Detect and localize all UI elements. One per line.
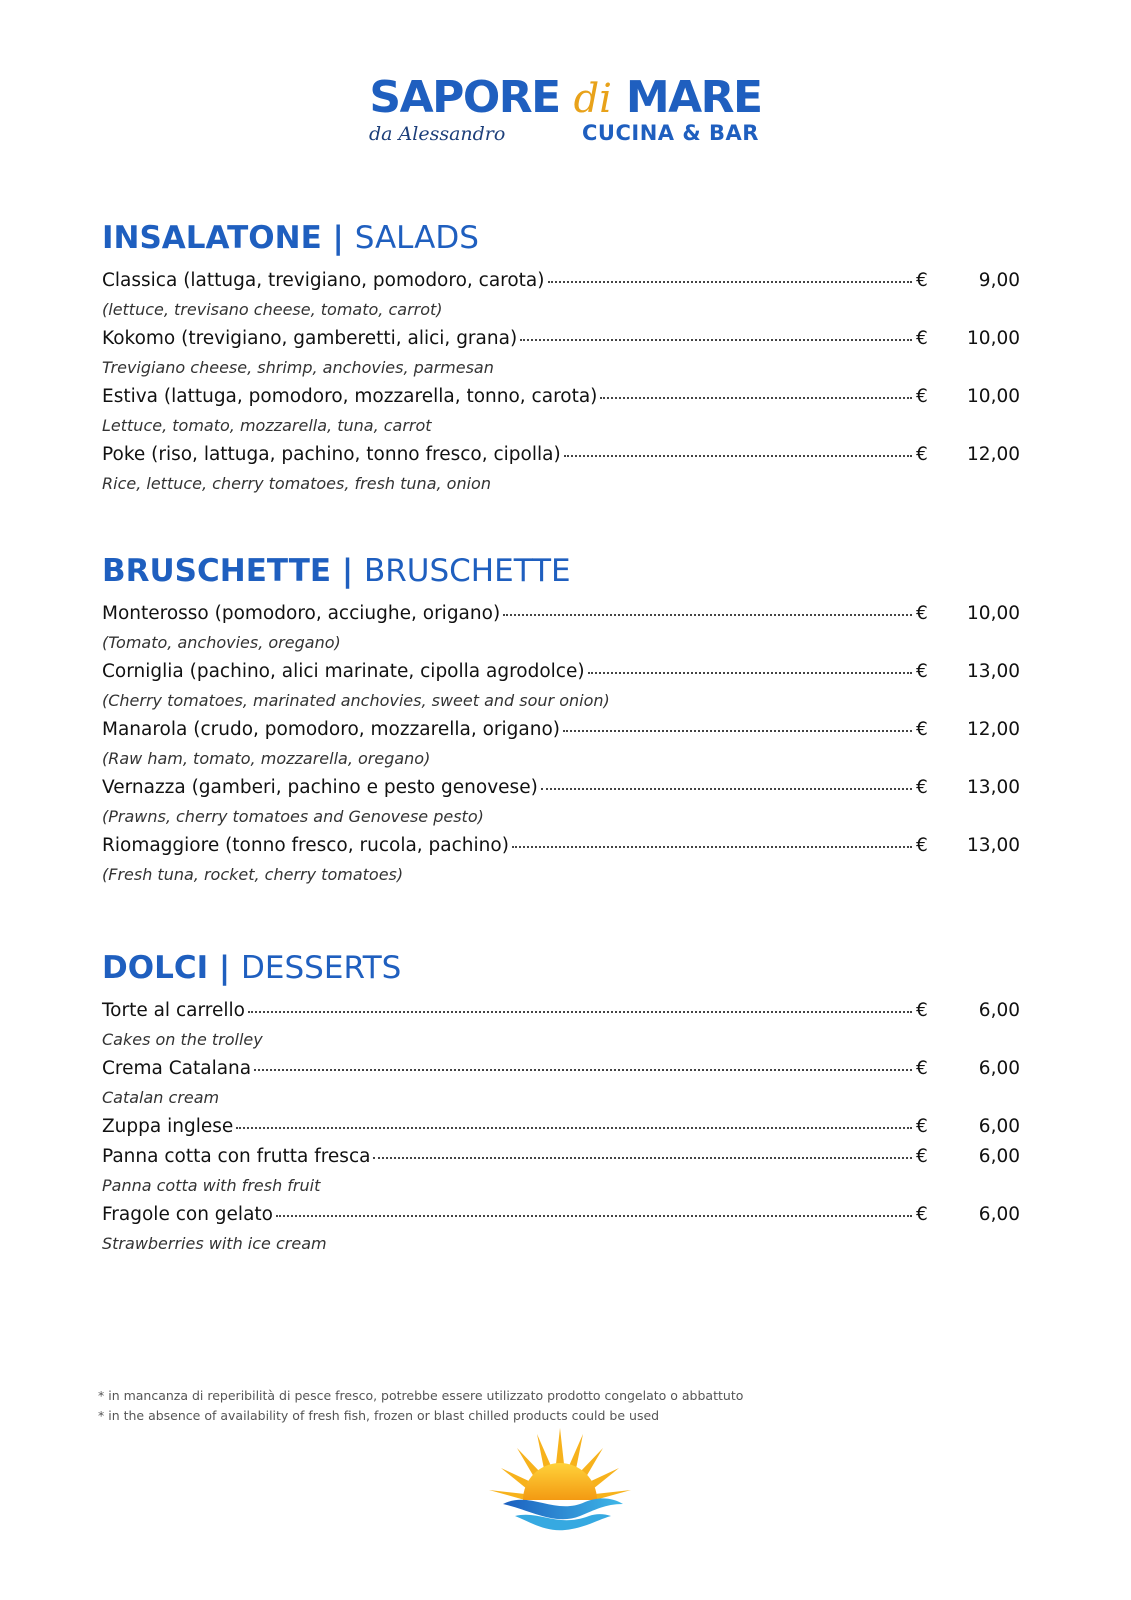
menu-item: [102, 1116, 1020, 1146]
item-currency: €: [916, 719, 928, 740]
item-description: Lettuce, tomato, mozzarella, tuna, carrot: [102, 416, 432, 435]
section-title: [102, 948, 1020, 988]
item-currency: €: [916, 835, 928, 856]
menu-item: [102, 270, 1020, 322]
leader-dots: [236, 1127, 912, 1129]
section-title-it: DOLCI: [102, 950, 209, 986]
menu-item: [102, 1146, 1020, 1198]
item-name: Poke (riso, lattuga, pachino, tonno fresco, cipolla): [102, 444, 561, 465]
item-description: (Cherry tomatoes, marinated anchovies, sweet and sour onion): [102, 691, 610, 710]
section-title-separator: |: [208, 950, 242, 986]
item-price: 13,00: [967, 661, 1020, 682]
leader-dots: [373, 1157, 912, 1159]
brand-cucina-bar: CUCINA & BAR: [582, 121, 759, 145]
item-currency: €: [916, 328, 928, 349]
item-name: Kokomo (trevigiano, gamberetti, alici, grana): [102, 328, 518, 349]
menu-item: [102, 1204, 1020, 1256]
item-name: Manarola (crudo, pomodoro, mozzarella, origano): [102, 719, 560, 740]
leader-dots: [563, 730, 912, 732]
item-description: (Prawns, cherry tomatoes and Genovese pesto): [102, 807, 484, 826]
item-currency: €: [916, 386, 928, 407]
brand-word-di: di: [573, 76, 612, 122]
leader-dots: [503, 614, 912, 616]
sun-waves-emblem: [485, 1424, 635, 1534]
footnotes: [98, 1386, 743, 1426]
menu-item: [102, 444, 1020, 496]
item-price: 6,00: [978, 1116, 1020, 1137]
section-title-en: DESSERTS: [241, 950, 402, 986]
item-price: 13,00: [967, 835, 1020, 856]
item-price: 12,00: [967, 444, 1020, 465]
section-title-separator: |: [331, 553, 364, 589]
menu-item: [102, 386, 1020, 438]
menu-item: [102, 1000, 1020, 1052]
item-name: Torte al carrello: [102, 1000, 245, 1021]
item-name: Monterosso (pomodoro, acciughe, origano): [102, 603, 501, 624]
brand-wordmark: [0, 72, 1131, 125]
section-title-it: INSALATONE: [102, 220, 322, 256]
item-name: Riomaggiore (tonno fresco, rucola, pachino): [102, 835, 509, 856]
item-currency: €: [916, 603, 928, 624]
leader-dots: [541, 788, 912, 790]
item-name: Classica (lattuga, trevigiano, pomodoro, carota): [102, 270, 545, 291]
menu-item: [102, 603, 1020, 655]
item-currency: €: [916, 444, 928, 465]
item-name: Corniglia (pachino, alici marinate, cipolla agrodolce): [102, 661, 585, 682]
item-price: 10,00: [967, 386, 1020, 407]
leader-dots: [588, 672, 912, 674]
item-description: (lettuce, trevisano cheese, tomato, carrot): [102, 300, 443, 319]
leader-dots: [512, 846, 912, 848]
leader-dots: [276, 1215, 912, 1217]
item-price: 10,00: [967, 603, 1020, 624]
leader-dots: [548, 281, 913, 283]
section-desserts: [102, 948, 1020, 1262]
item-name: Vernazza (gamberi, pachino e pesto genovese): [102, 777, 538, 798]
item-price: 10,00: [967, 328, 1020, 349]
item-name: Zuppa inglese: [102, 1116, 234, 1137]
section-bruschette: [102, 551, 1020, 893]
section-salads: [102, 218, 1020, 502]
item-currency: €: [916, 1058, 928, 1079]
item-name: Crema Catalana: [102, 1058, 252, 1079]
item-name: Fragole con gelato: [102, 1204, 273, 1225]
leader-dots: [600, 397, 912, 399]
section-title: [102, 218, 1020, 258]
brand-logo: [0, 72, 1131, 151]
brand-subline: [0, 123, 1131, 151]
section-title-it: BRUSCHETTE: [102, 553, 332, 589]
menu-item: [102, 835, 1020, 887]
item-price: 12,00: [967, 719, 1020, 740]
section-title: [102, 551, 1020, 591]
item-description: Rice, lettuce, cherry tomatoes, fresh tuna, onion: [102, 474, 491, 493]
item-price: 13,00: [967, 777, 1020, 798]
item-description: Strawberries with ice cream: [102, 1234, 327, 1253]
section-title-separator: |: [321, 220, 355, 256]
item-description: (Tomato, anchovies, oregano): [102, 633, 341, 652]
item-currency: €: [916, 1000, 928, 1021]
item-currency: €: [916, 1116, 928, 1137]
menu-item: [102, 661, 1020, 713]
footnote-italian: * in mancanza di reperibilità di pesce fresco, potrebbe essere utilizzato prodotto congelato o abbattuto: [98, 1388, 744, 1403]
item-description: (Raw ham, tomato, mozzarella, oregano): [102, 749, 431, 768]
item-price: 6,00: [978, 1146, 1020, 1167]
item-price: 9,00: [978, 270, 1020, 291]
menu-item: [102, 719, 1020, 771]
item-name: Panna cotta con frutta fresca: [102, 1146, 371, 1167]
footnote-english: * in the absence of availability of fresh fish, frozen or blast chilled products could be used: [98, 1408, 660, 1423]
leader-dots: [248, 1011, 912, 1013]
menu-item: [102, 1058, 1020, 1110]
leader-dots: [254, 1069, 912, 1071]
item-name: Estiva (lattuga, pomodoro, mozzarella, tonno, carota): [102, 386, 598, 407]
item-currency: €: [916, 661, 928, 682]
item-price: 6,00: [978, 1000, 1020, 1021]
item-description: Cakes on the trolley: [102, 1030, 263, 1049]
item-description: (Fresh tuna, rocket, cherry tomatoes): [102, 865, 404, 884]
item-price: 6,00: [978, 1058, 1020, 1079]
item-price: 6,00: [978, 1204, 1020, 1225]
menu-item: [102, 328, 1020, 380]
leader-dots: [564, 455, 912, 457]
brand-word-sapore: SAPORE: [369, 72, 560, 123]
section-title-en: SALADS: [354, 220, 479, 256]
item-description: Trevigiano cheese, shrimp, anchovies, parmesan: [102, 358, 494, 377]
item-currency: €: [916, 1146, 928, 1167]
item-currency: €: [916, 270, 928, 291]
menu-item: [102, 777, 1020, 829]
item-currency: €: [916, 777, 928, 798]
brand-word-mare: MARE: [625, 72, 762, 123]
brand-da-alessandro: da Alessandro: [369, 123, 506, 145]
leader-dots: [520, 339, 912, 341]
item-description: Panna cotta with fresh fruit: [102, 1176, 321, 1195]
section-title-en: BRUSCHETTE: [363, 553, 571, 589]
item-currency: €: [916, 1204, 928, 1225]
item-description: Catalan cream: [102, 1088, 220, 1107]
